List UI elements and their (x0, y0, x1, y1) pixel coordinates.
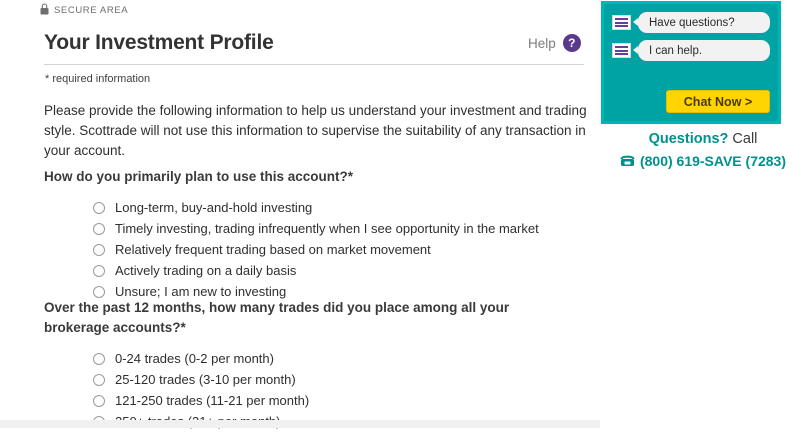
radio-option-label: Unsure; I am new to investing (115, 284, 287, 299)
required-information-note: * required information (45, 73, 151, 85)
sidebar (600, 0, 806, 428)
help-label: Help (528, 35, 556, 51)
radio-option-label: 121-250 trades (11-21 per month) (115, 393, 310, 408)
phone-number[interactable]: (800) 619-SAVE (7283) (639, 153, 787, 169)
question-group-account-use (44, 167, 564, 302)
chat-line (612, 12, 770, 33)
question-label: Over the past 12 months, how many trades did you place among all your brokerage accounts?* (44, 300, 510, 335)
radio-group-account-use (44, 197, 564, 302)
page-title: Your Investment Profile (44, 31, 274, 54)
radio-option-label: Long-term, buy-and-hold investing (115, 200, 313, 215)
chat-line (612, 40, 770, 61)
radio-option-label: 25-120 trades (3-10 per month) (115, 372, 296, 387)
phone-row[interactable] (600, 153, 806, 169)
radio-option-121-250-trades[interactable] (93, 390, 574, 411)
radio-option-relatively-frequent[interactable] (93, 239, 564, 260)
question-mark-icon[interactable]: ? (563, 34, 581, 52)
chat-promo-panel (601, 1, 781, 124)
telephone-icon (620, 154, 635, 168)
questions-call-label: Call (732, 131, 758, 147)
radio-option-label: 0-24 trades (0-2 per month) (115, 351, 274, 366)
chat-now-button[interactable]: Chat Now > (666, 90, 770, 113)
radio-option-label: Actively trading on a daily basis (115, 263, 297, 278)
radio-option-0-24-trades[interactable] (93, 348, 574, 369)
radio-option-long-term[interactable] (93, 197, 564, 218)
title-divider (44, 64, 584, 65)
secure-area-label: SECURE AREA (54, 4, 129, 16)
chat-bubble-label: Have questions? (638, 12, 770, 33)
chat-transcript-icon (612, 43, 631, 58)
radio-option-actively-trading[interactable] (93, 260, 564, 281)
radio-option-25-120-trades[interactable] (93, 369, 574, 390)
radio-option-timely-investing[interactable] (93, 218, 564, 239)
intro-paragraph: Please provide the following information to help us understand your investment and trading style. Scottrade will not use this information to supervise the suitability of any transaction in your account. (44, 103, 587, 158)
secure-area-bar (0, 0, 600, 20)
radio-option-label: Relatively frequent trading based on market movement (115, 242, 431, 257)
radio-button-icon[interactable] (93, 265, 105, 277)
radio-button-icon[interactable] (93, 286, 105, 298)
chat-bubble-label: I can help. (638, 40, 770, 61)
page-bottom-strip (0, 420, 600, 428)
radio-option-label: Timely investing, trading infrequently when I see opportunity in the market (115, 221, 539, 236)
radio-button-icon[interactable] (93, 202, 105, 214)
radio-button-icon[interactable] (93, 374, 105, 386)
radio-button-icon[interactable] (93, 353, 105, 365)
chat-transcript-icon (612, 15, 631, 30)
question-group-trade-count (44, 298, 574, 432)
radio-button-icon[interactable] (93, 395, 105, 407)
help-link[interactable] (528, 34, 581, 52)
questions-call-line (600, 131, 806, 147)
question-label: How do you primarily plan to use this account?* (44, 169, 354, 184)
questions-strong-label: Questions? (648, 131, 729, 147)
radio-button-icon[interactable] (93, 244, 105, 256)
radio-button-icon[interactable] (93, 223, 105, 235)
lock-icon (40, 3, 49, 15)
